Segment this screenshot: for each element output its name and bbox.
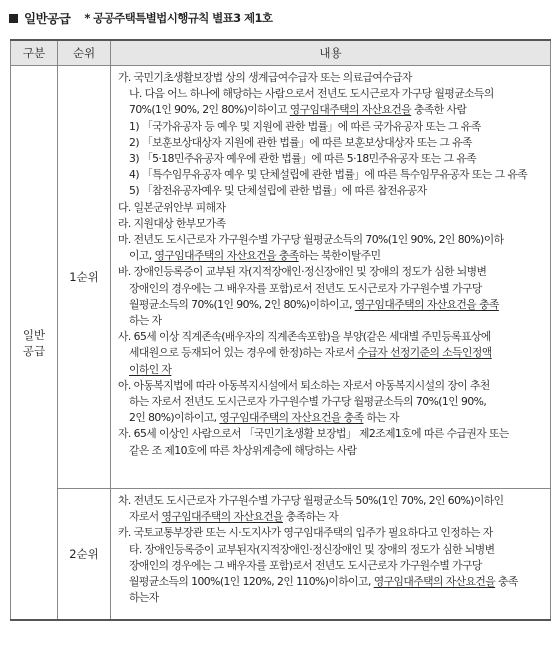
underlined-text: 이하인 자 (129, 362, 172, 376)
content-line: 마. 전년도 도시근로자 가구원수별 가구당 월평균소득의 70%(1인 90%, 2인 80%)이하 (118, 233, 504, 247)
line-text: 70%(1인 90%, 2인 80%)이하이고 (129, 103, 290, 117)
content-line: 라. 지원대상 한부모가족 (118, 216, 226, 230)
rank2-content (111, 489, 551, 621)
underlined-text: 영구임대주택의 자산요건을 (161, 510, 283, 524)
content-line: 자. 65세 이상인 사람으로서 「국민기초생활 보장법」 제2조제1호에 따른 수급권자 또는 (118, 427, 509, 441)
content-line (118, 297, 544, 313)
content-line: 하는 자로서 전년도 도시근로자 가구원수별 가구당 월평균소득의 70%(1인 90%, (129, 395, 487, 409)
line-text: 이고, (129, 249, 155, 263)
content-line: 가. 국민기초생활보장법 상의 생계급여수급자 또는 의료급여수급자 (118, 71, 412, 84)
underlined-text: 영구임대주택의 자산요건을 충족 (354, 297, 499, 311)
content-line (118, 102, 544, 118)
content-line: 카. 국토교통부장관 또는 시·도지사가 영구임대주택의 입주가 필요하다고 인정하는 자 (118, 526, 493, 540)
line-text: 하는 북한이탈주민 (298, 249, 381, 263)
underlined-text: 수급자 선정기준의 소득인정액 (357, 346, 492, 360)
content-line: 하는 자 (129, 314, 162, 328)
line-text: 월평균소득의 100%(1인 120%, 2인 110%)이하이고, (129, 575, 374, 589)
underlined-text: 영구임대주택의 자산요건을 충족 (219, 411, 364, 425)
legal-reference-note: * 공공주택특별법시행규칙 별표3 제1호 (84, 11, 273, 25)
rank1-content (111, 66, 551, 489)
content-line: 사. 65세 이상 직계존속(배우자의 직계존속포함)을 부양(같은 세대별 주민등록표상에 (118, 330, 491, 344)
content-line: 아. 아동복지법에 따라 아동복지시설에서 퇴소하는 자로서 아동복지시설의 장이 추천 (118, 378, 490, 392)
header-rank: 순위 (58, 40, 111, 66)
square-bullet-icon (9, 14, 18, 23)
table-row (11, 66, 551, 489)
line-text: 충족하는 자 (282, 510, 339, 524)
content-line (118, 574, 544, 590)
line-text: 월평균소득의 70%(1인 90%, 2인 80%)이하이고, (129, 297, 355, 311)
content-line: 1) 「국가유공자 등 예우 및 지원에 관한 법률」에 따른 국가유공자 또는 그 유족 (129, 119, 481, 133)
line-text: 충족한 사람 (411, 103, 467, 117)
content-line (118, 362, 544, 378)
content-line (118, 345, 544, 361)
category-cell: 일반 공급 (11, 66, 58, 621)
content-line: 다. 일본군위안부 피해자 (118, 200, 226, 214)
line-text: 자로서 (129, 510, 162, 524)
rank-cell: 1순위 (58, 66, 111, 489)
supply-table (10, 39, 551, 621)
content-line (118, 410, 544, 426)
rank-cell: 2순위 (58, 489, 111, 621)
content-line: 2) 「보훈보상대상자 지원에 관한 법률」에 따른 보훈보상대상자 또는 그 유족 (129, 135, 472, 149)
header-category: 구분 (11, 40, 58, 66)
content-line: 장애인의 경우에는 그 배우자를 포함)로서 전년도 도시근로자 가구원수별 가구당 (129, 281, 482, 295)
content-line: 하는자 (129, 591, 159, 605)
content-line: 바. 장애인등록증이 교부된 자(지적장애인·정신장애인 및 장애의 정도가 심한 뇌병변 (118, 265, 487, 279)
line-text: 2인 80%)이하이고, (129, 411, 220, 425)
content-line: 타. 장애인등록증이 교부된자(지적장애인·정신장애인 및 장애의 정도가 심한 뇌병변 (129, 542, 495, 556)
underlined-text: 영구임대주택의 자산요건을 (373, 575, 496, 589)
line-text: 하는 자 (363, 411, 399, 425)
content-line: 장애인의 경우에는 그 배우자를 포함)로서 전년도 도시근로자 가구원수별 가구당 (129, 558, 482, 572)
section-title (9, 8, 272, 28)
content-line (118, 248, 544, 264)
content-line: 차. 전년도 도시근로자 가구원수별 가구당 월평균소득 50%(1인 70%, 2인 60%)이하인 (118, 494, 504, 507)
line-text: 충족 (495, 575, 518, 589)
content-line: 같은 조 제10호에 따른 차상위계층에 해당하는 사람 (129, 443, 357, 457)
content-line: 나. 다음 어느 하나에 해당하는 사람으로서 전년도 도시근로자 가구당 월평균소득의 (129, 87, 494, 101)
content-line: 4) 「특수임무유공자 예우 및 단체설립에 관한 법률」에 따른 특수임무유공자 또는 그 유족 (129, 168, 528, 182)
table-row (11, 489, 551, 621)
line-text: 세대원으로 등재되어 있는 경우에 한정)하는 자로서 (129, 346, 358, 360)
header-content: 내용 (111, 40, 551, 66)
underlined-text: 영구임대주택의 자산요건을 (289, 103, 412, 117)
content-line: 3) 「5·18민주유공자 예우에 관한 법률」에 따른 5·18민주유공자 또는 그 유족 (129, 152, 477, 166)
underlined-text: 영구임대주택의 자산요건을 충족 (154, 249, 299, 263)
section-title-text: 일반공급 (24, 11, 71, 26)
content-line: 5) 「참전유공자예우 및 단체설립에 관한 법률」에 따른 참전유공자 (129, 184, 427, 198)
table-header-row (11, 40, 551, 66)
content-line (118, 509, 544, 525)
